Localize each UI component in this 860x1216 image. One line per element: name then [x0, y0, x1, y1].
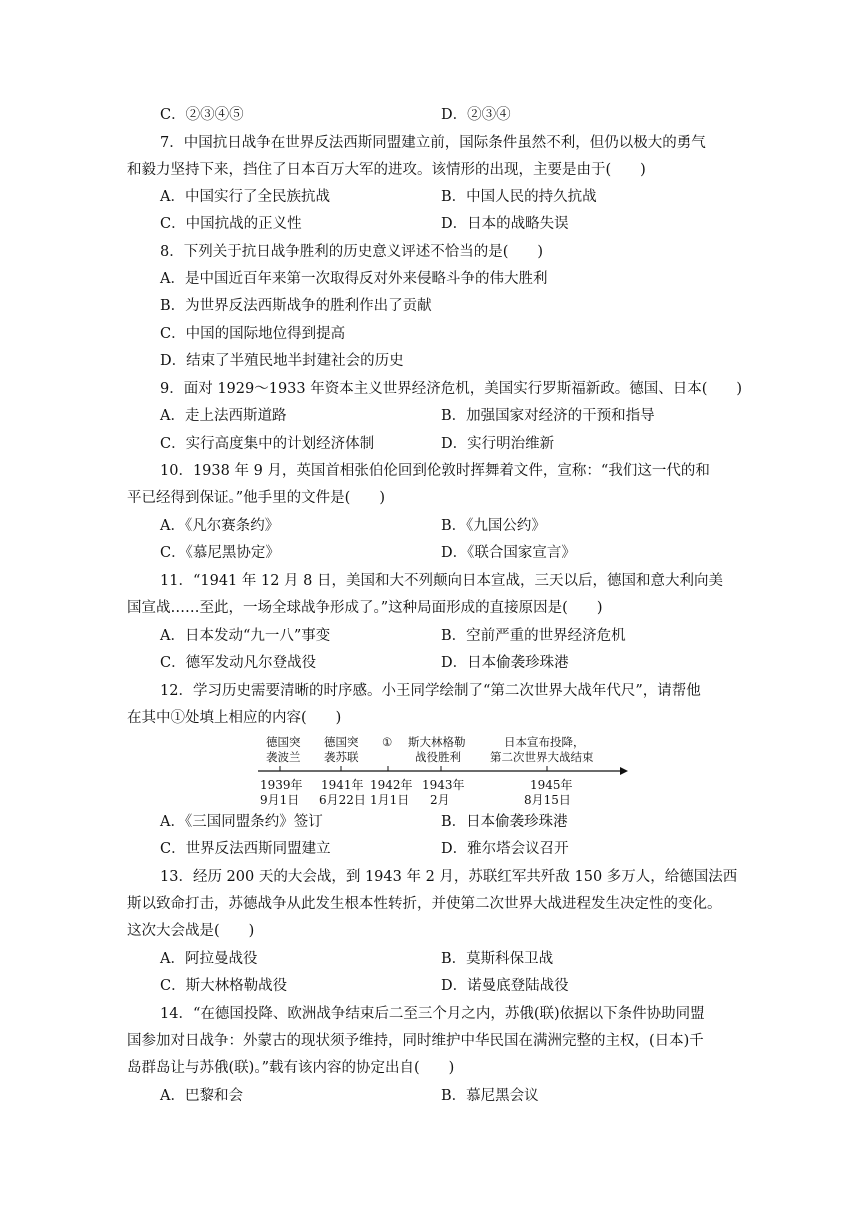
- q13-option-d: D．诺曼底登陆战役: [441, 978, 569, 994]
- q7-option-c: C．中国抗战的正义性: [160, 216, 302, 232]
- event-label-top: 德国突: [266, 735, 301, 749]
- q6-option-c: C．②③④⑤: [160, 107, 244, 123]
- q13-option-a: A．阿拉曼战役: [160, 951, 258, 967]
- event-label-placeholder: ①: [382, 735, 393, 749]
- q7-option-a: A．中国实行了全民族抗战: [160, 189, 330, 205]
- q11-stem-line1: 11．“1941 年 12 月 8 日，美国和大不列颠向日本宣战，三天以后，德国和意大利向美: [160, 573, 723, 589]
- q8-option-d: D．结束了半殖民地半封建社会的历史: [160, 353, 404, 369]
- q6-option-d: D．②③④: [441, 107, 511, 123]
- q8-option-a: A．是中国近百年来第一次取得反对外来侵略斗争的伟大胜利: [160, 271, 548, 287]
- q8-stem-line1: 8．下列关于抗日战争胜利的历史意义评述不恰当的是( ): [160, 244, 544, 260]
- q10-stem-line2: 平已经得到保证。”他手里的文件是( ): [127, 490, 385, 506]
- q11-option-a: A．日本发动“九一八”事变: [160, 628, 331, 644]
- q7-option-d: D．日本的战略失误: [441, 216, 569, 232]
- event-year: 1943年: [422, 778, 465, 792]
- event-label-bottom: 袭波兰: [266, 750, 301, 764]
- q13-option-b: B．莫斯科保卫战: [441, 951, 554, 967]
- q12-option-b: B．日本偷袭珍珠港: [441, 814, 568, 830]
- event-year: 1942年: [370, 778, 413, 792]
- q14-stem-line2: 国参加对日战争：外蒙古的现状须予维持，同时维护中华民国在满洲完整的主权，(日本)千: [127, 1033, 704, 1049]
- q12-option-c: C．世界反法西斯同盟建立: [160, 841, 331, 857]
- event-date: 9月1日: [260, 793, 300, 807]
- q11-option-d: D．日本偷袭珍珠港: [441, 655, 569, 671]
- q13-stem-line2: 斯以致命打击，苏德战争从此发生根本性转折，并使第二次世界大战进程发生决定性的变化。: [127, 896, 722, 912]
- q12-stem-line1: 12．学习历史需要清晰的时序感。小王同学绘制了“第二次世界大战年代尺”，请帮他: [160, 683, 701, 699]
- q14-option-b: B．慕尼黑会议: [441, 1088, 539, 1104]
- q13-stem-line1: 13．经历 200 天的大会战，到 1943 年 2 月，苏联红军共歼敌 150 多万人，给德国法西: [160, 869, 738, 885]
- q10-option-c: C．《慕尼黑协定》: [160, 545, 280, 561]
- event-label-top: 斯大林格勒: [408, 735, 466, 749]
- q13-stem-line3: 这次大会战是( ): [127, 923, 255, 939]
- q9-option-a: A．走上法西斯道路: [160, 408, 287, 424]
- q7-option-b: B．中国人民的持久抗战: [441, 189, 597, 205]
- event-year: 1941年: [321, 778, 364, 792]
- event-label-bottom: 袭苏联: [324, 750, 359, 764]
- event-date: 1月1日: [370, 793, 410, 807]
- q9-option-d: D．实行明治维新: [441, 436, 555, 452]
- q8-option-b: B．为世界反法西斯战争的胜利作出了贡献: [160, 298, 432, 314]
- q14-stem-line1: 14．“在德国投降、欧洲战争结束后二至三个月之内，苏俄(联)依据以下条件协助同盟: [160, 1006, 705, 1022]
- q14-stem-line3: 岛群岛让与苏俄(联)。”载有该内容的协定出自( ): [127, 1060, 455, 1076]
- event-year: 1939年: [260, 778, 303, 792]
- q7-stem-line1: 7．中国抗日战争在世界反法西斯同盟建立前，国际条件虽然不利，但仍以极大的勇气: [160, 135, 706, 151]
- q7-stem-line2: 和毅力坚持下来，挡住了日本百万大军的进攻。该情形的出现，主要是由于( ): [127, 162, 646, 178]
- q12-stem-line2: 在其中①处填上相应的内容( ): [127, 710, 342, 726]
- ww2-timeline: [258, 730, 638, 810]
- event-label-top: 德国突: [324, 735, 359, 749]
- event-date: 6月22日: [319, 793, 366, 807]
- event-label-bottom: 第二次世界大战结束: [490, 750, 594, 764]
- q12-option-a: A．《三国同盟条约》签订: [160, 814, 323, 830]
- q9-option-c: C．实行高度集中的计划经济体制: [160, 436, 375, 452]
- q8-option-c: C．中国的国际地位得到提高: [160, 326, 346, 342]
- event-label-bottom: 战役胜利: [415, 750, 461, 764]
- q12-option-d: D．雅尔塔会议召开: [441, 841, 569, 857]
- q10-option-b: B．《九国公约》: [441, 518, 546, 534]
- q11-stem-line2: 国宣战……至此，一场全球战争形成了。”这种局面形成的直接原因是( ): [127, 600, 603, 616]
- event-date: 2月: [430, 793, 450, 807]
- q14-option-a: A．巴黎和会: [160, 1088, 243, 1104]
- q11-option-c: C．德军发动凡尔登战役: [160, 655, 317, 671]
- event-label-top: 日本宣布投降，: [504, 735, 585, 749]
- event-year: 1945年: [530, 778, 573, 792]
- q13-option-c: C．斯大林格勒战役: [160, 978, 288, 994]
- q9-option-b: B．加强国家对经济的干预和指导: [441, 408, 655, 424]
- event-date: 8月15日: [524, 793, 571, 807]
- q10-option-a: A．《凡尔赛条约》: [160, 518, 280, 534]
- q10-option-d: D．《联合国家宣言》: [441, 545, 576, 561]
- q11-option-b: B．空前严重的世界经济危机: [441, 628, 626, 644]
- q9-stem-line1: 9．面对 1929～1933 年资本主义世界经济危机，美国实行罗斯福新政。德国、日本( ): [160, 381, 743, 397]
- q10-stem-line1: 10．1938 年 9 月，英国首相张伯伦回到伦敦时挥舞着文件，宣称：“我们这一代的和: [160, 463, 710, 479]
